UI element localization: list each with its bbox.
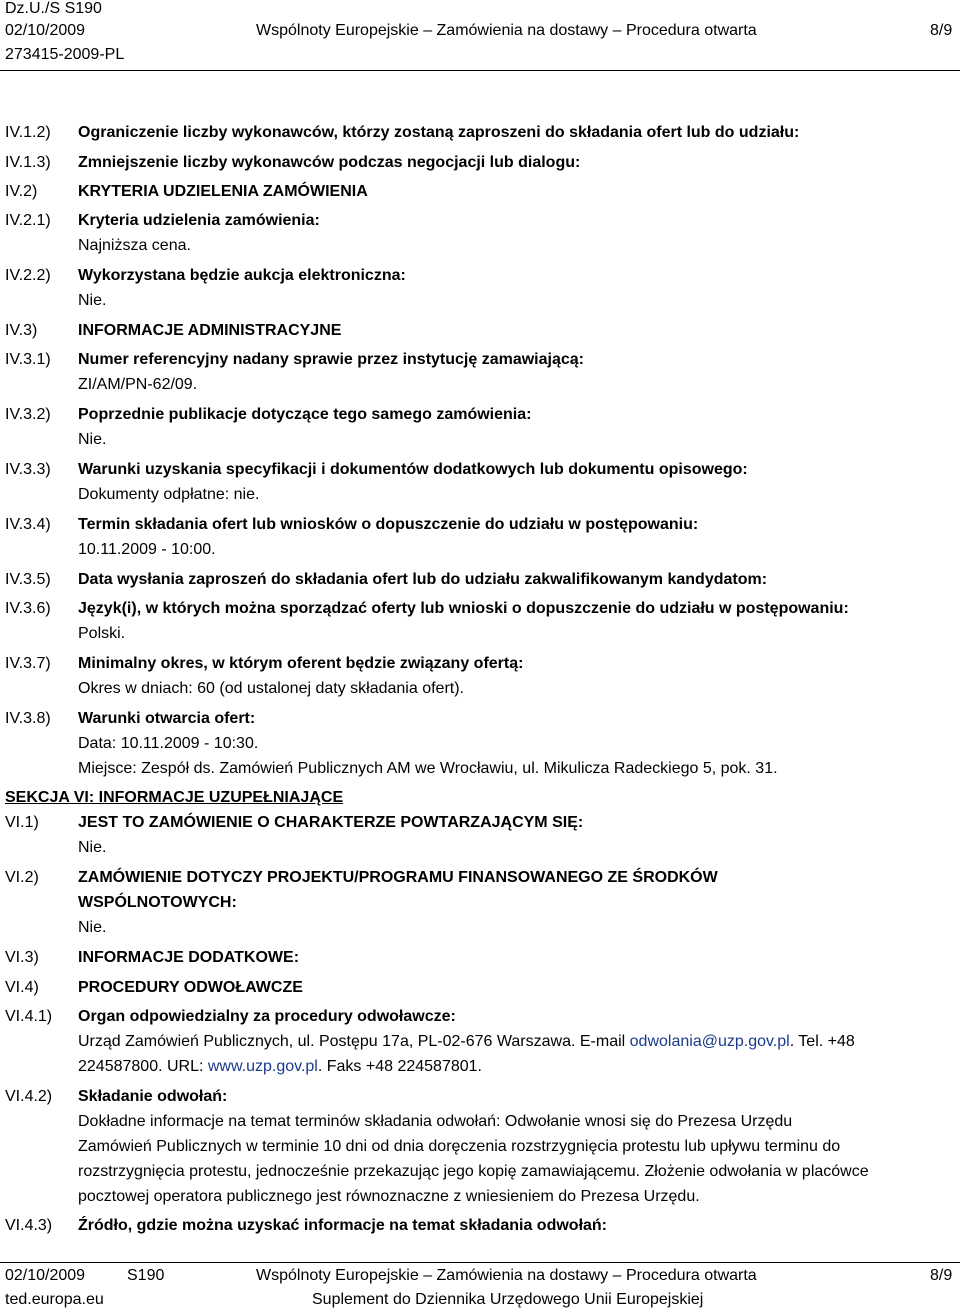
section-number: VI.4) bbox=[5, 979, 39, 996]
email-link[interactable]: odwolania@uzp.gov.pl bbox=[629, 1033, 790, 1050]
section-value: 10.11.2009 - 10:00. bbox=[78, 541, 216, 558]
section-number: IV.3.3) bbox=[5, 461, 51, 478]
url-link[interactable]: www.uzp.gov.pl bbox=[207, 1058, 318, 1075]
section-number: IV.3.6) bbox=[5, 600, 51, 617]
section-value: Miejsce: Zespół ds. Zamówień Publicznych AM we Wrocławiu, ul. Mikulicza Radeckiego 5, pok. 31. bbox=[78, 760, 778, 777]
contact-address: Urząd Zamówień Publicznych, ul. Postępu 17a, PL-02-676 Warszawa. E-mail bbox=[78, 1033, 630, 1050]
header-doc-id: 273415-2009-PL bbox=[5, 46, 125, 63]
section-number: VI.1) bbox=[5, 814, 39, 831]
section-value: Nie. bbox=[78, 839, 107, 856]
section-number: VI.4.2) bbox=[5, 1088, 53, 1105]
section-title: Składanie odwołań: bbox=[78, 1088, 228, 1105]
section-title: PROCEDURY ODWOŁAWCZE bbox=[78, 979, 303, 996]
contact-fax: . Faks +48 224587801. bbox=[317, 1058, 482, 1075]
contact-phone-cont: 224587800. URL: bbox=[78, 1058, 208, 1075]
section-title: Organ odpowiedzialny za procedury odwoławcze: bbox=[78, 1008, 456, 1025]
section-number: VI.3) bbox=[5, 949, 39, 966]
section-number: VI.4.1) bbox=[5, 1008, 53, 1025]
section-value: Nie. bbox=[78, 431, 107, 448]
section-number: IV.2.1) bbox=[5, 212, 51, 229]
paragraph-line: rozstrzygnięcia protestu, jednocześnie przekazując jego kopię zamawiającemu. Złożenie odwołania w placówce bbox=[78, 1163, 869, 1180]
footer-site: ted.europa.eu bbox=[5, 1291, 104, 1308]
footer-series: S190 bbox=[127, 1267, 165, 1284]
section-title: INFORMACJE ADMINISTRACYJNE bbox=[78, 322, 342, 339]
section-number: IV.3.8) bbox=[5, 710, 51, 727]
section-number: IV.3.7) bbox=[5, 655, 51, 672]
paragraph-line: Zamówień Publicznych w terminie 10 dni od dnia doręczenia rozstrzygnięcia protestu lub upływu terminu do bbox=[78, 1138, 841, 1155]
section-title: Wykorzystana będzie aukcja elektroniczna: bbox=[78, 267, 406, 284]
section-title: ZAMÓWIENIE DOTYCZY PROJEKTU/PROGRAMU FINANSOWANEGO ZE ŚRODKÓW bbox=[78, 869, 718, 886]
section-value: Najniższa cena. bbox=[78, 237, 191, 254]
section-value: Nie. bbox=[78, 919, 107, 936]
paragraph-line: Dokładne informacje na temat terminów składania odwołań: Odwołanie wnosi się do Prezesa Urzędu bbox=[78, 1113, 793, 1130]
section-title: Data wysłania zaproszeń do składania ofert lub do udziału zakwalifikowanym kandydatom: bbox=[78, 571, 768, 588]
section-title: Kryteria udzielenia zamówienia: bbox=[78, 212, 320, 229]
section-title: WSPÓLNOTOWYCH: bbox=[78, 894, 237, 911]
footer-rule bbox=[0, 1262, 960, 1263]
section-number: IV.3) bbox=[5, 322, 38, 339]
header-date: 02/10/2009 bbox=[5, 22, 86, 39]
section-number: IV.2) bbox=[5, 183, 38, 200]
footer-title: Wspólnoty Europejskie – Zamówienia na dostawy – Procedura otwarta bbox=[256, 1267, 757, 1284]
header-rule bbox=[0, 70, 960, 71]
section-title: Język(i), w których można sporządzać oferty lub wnioski o dopuszczenie do udziału w postępowaniu: bbox=[78, 600, 849, 617]
section-title: Numer referencyjny nadany sprawie przez instytucję zamawiającą: bbox=[78, 351, 584, 368]
footer-page: 8/9 bbox=[930, 1267, 953, 1284]
section-value: Nie. bbox=[78, 292, 107, 309]
section-heading: SEKCJA VI: INFORMACJE UZUPEŁNIAJĄCE bbox=[5, 789, 344, 806]
section-title: Ograniczenie liczby wykonawców, którzy zostaną zaproszeni do składania ofert lub do udziału: bbox=[78, 124, 800, 141]
section-title: Zmniejszenie liczby wykonawców podczas negocjacji lub dialogu: bbox=[78, 154, 581, 171]
section-title: Minimalny okres, w którym oferent będzie związany ofertą: bbox=[78, 655, 524, 672]
section-number: IV.3.1) bbox=[5, 351, 51, 368]
section-title: Warunki otwarcia ofert: bbox=[78, 710, 256, 727]
section-number: VI.2) bbox=[5, 869, 39, 886]
section-value: Dokumenty odpłatne: nie. bbox=[78, 486, 260, 503]
footer-supplement: Suplement do Dziennika Urzędowego Unii Europejskiej bbox=[312, 1291, 704, 1308]
section-number: IV.1.2) bbox=[5, 124, 51, 141]
section-number: IV.3.2) bbox=[5, 406, 51, 423]
section-value: Okres w dniach: 60 (od ustalonej daty składania ofert). bbox=[78, 680, 464, 697]
section-title: Poprzednie publikacje dotyczące tego samego zamówienia: bbox=[78, 406, 532, 423]
section-value: Data: 10.11.2009 - 10:30. bbox=[78, 735, 259, 752]
section-title: JEST TO ZAMÓWIENIE O CHARAKTERZE POWTARZAJĄCYM SIĘ: bbox=[78, 814, 584, 831]
footer-date: 02/10/2009 bbox=[5, 1267, 86, 1284]
section-number: IV.2.2) bbox=[5, 267, 51, 284]
header-journal: Dz.U./S S190 bbox=[5, 0, 102, 17]
section-number: VI.4.3) bbox=[5, 1217, 53, 1234]
section-number: IV.3.4) bbox=[5, 516, 51, 533]
header-title: Wspólnoty Europejskie – Zamówienia na dostawy – Procedura otwarta bbox=[256, 22, 757, 39]
section-title: Termin składania ofert lub wniosków o dopuszczenie do udziału w postępowaniu: bbox=[78, 516, 699, 533]
section-title: INFORMACJE DODATKOWE: bbox=[78, 949, 300, 966]
section-value: Polski. bbox=[78, 625, 126, 642]
section-value: ZI/AM/PN-62/09. bbox=[78, 376, 198, 393]
section-title: Warunki uzyskania specyfikacji i dokumentów dodatkowych lub dokumentu opisowego: bbox=[78, 461, 748, 478]
section-title: Źródło, gdzie można uzyskać informacje na temat składania odwołań: bbox=[78, 1217, 608, 1234]
section-title: KRYTERIA UDZIELENIA ZAMÓWIENIA bbox=[78, 183, 368, 200]
contact-phone: . Tel. +48 bbox=[789, 1033, 855, 1050]
paragraph-line: pocztowej operatora publicznego jest równoznaczne z wniesieniem do Prezesa Urzędu. bbox=[78, 1188, 700, 1205]
contact-line-1 bbox=[78, 1033, 855, 1051]
header-page: 8/9 bbox=[930, 22, 953, 39]
section-number: IV.1.3) bbox=[5, 154, 51, 171]
section-number: IV.3.5) bbox=[5, 571, 51, 588]
contact-line-2 bbox=[78, 1058, 482, 1076]
